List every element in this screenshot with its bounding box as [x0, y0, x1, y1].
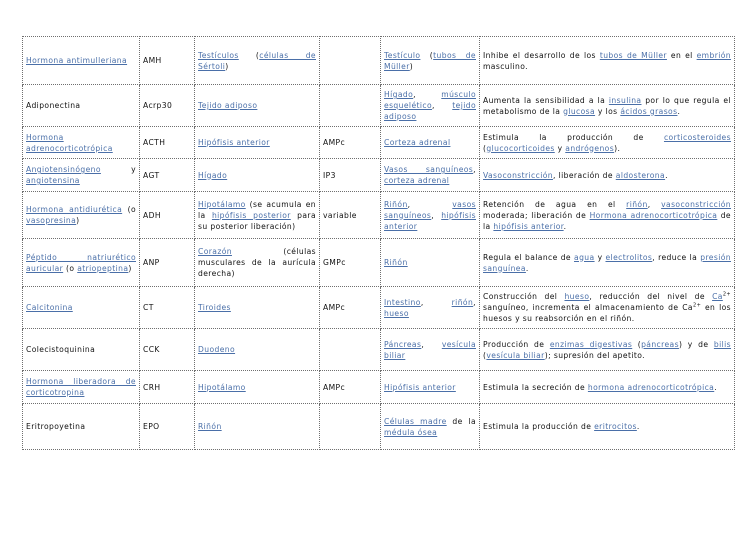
- cell-text: AMPc: [323, 303, 346, 312]
- wiki-link[interactable]: embrión: [696, 50, 731, 60]
- cell-text: Inhibe el desarrollo de los: [483, 50, 600, 60]
- abbreviation-cell: [140, 404, 195, 450]
- cell-text: (células musculares de la aurícula derecha): [198, 247, 316, 278]
- abbreviation-cell: [140, 371, 195, 404]
- cell-text: .: [677, 106, 681, 116]
- cell-text: Adiponectina: [26, 101, 81, 110]
- target-cell: [381, 85, 480, 127]
- cell-text: AMH: [143, 56, 162, 65]
- hormone-name-cell: [23, 85, 140, 127]
- abbreviation-cell: [140, 329, 195, 371]
- cell-text: variable: [323, 210, 357, 220]
- hormone-name-cell: [23, 239, 140, 287]
- effect-cell: [480, 404, 735, 450]
- wiki-link[interactable]: Células madre: [384, 416, 447, 426]
- wiki-link[interactable]: Hígado: [384, 90, 414, 99]
- table-row: [23, 85, 735, 127]
- wiki-link[interactable]: corteza adrenal: [384, 176, 450, 185]
- cell-text: de la: [483, 210, 731, 231]
- effect-cell: [480, 127, 735, 159]
- wiki-link[interactable]: Hipotálamo: [198, 382, 246, 392]
- wiki-link[interactable]: Hormona antimulleriana: [26, 56, 128, 65]
- wiki-link[interactable]: tubos de Müller: [599, 50, 667, 60]
- second-messenger-cell: [320, 287, 381, 329]
- table-row: [23, 159, 735, 192]
- hormone-name-cell: [23, 329, 140, 371]
- wiki-link[interactable]: Péptido natriurético auricular: [26, 252, 136, 273]
- second-messenger-cell: [320, 329, 381, 371]
- cell-text: en el: [666, 50, 697, 60]
- wiki-link[interactable]: Hipófisis anterior: [384, 382, 456, 392]
- cell-text: sanguíneo, incrementa el almacenamiento de Ca: [483, 303, 693, 312]
- wiki-link[interactable]: glucosa: [563, 106, 596, 116]
- cell-text: y: [554, 143, 566, 153]
- wiki-link[interactable]: Tiroides: [198, 303, 231, 312]
- cell-text: (: [483, 143, 487, 153]
- abbreviation-cell: [140, 239, 195, 287]
- wiki-link[interactable]: Hipotálamo: [198, 199, 246, 209]
- cell-text: , liberación de: [552, 170, 616, 180]
- target-cell: [381, 159, 480, 192]
- abbreviation-cell: [140, 127, 195, 159]
- wiki-link[interactable]: vasos sanguíneos: [384, 199, 476, 220]
- source-cell: [195, 192, 320, 239]
- cell-text: para su posterior liberación): [198, 210, 316, 231]
- wiki-link[interactable]: tubos de Müller: [384, 50, 476, 71]
- cell-text: ,: [647, 199, 662, 209]
- wiki-link[interactable]: tejido adiposo: [384, 101, 476, 121]
- cell-text: ACTH: [143, 138, 166, 147]
- cell-text: Construcción del: [483, 292, 565, 301]
- wiki-link[interactable]: bilis: [713, 339, 731, 349]
- cell-text: (: [420, 50, 434, 60]
- second-messenger-cell: [320, 37, 381, 85]
- wiki-link[interactable]: Hormona adrenocorticotrópica: [589, 210, 718, 220]
- hormone-name-cell: [23, 127, 140, 159]
- table-row: [23, 239, 735, 287]
- cell-text: ,: [421, 339, 442, 349]
- cell-text: de la: [446, 416, 476, 426]
- cell-text: (o: [122, 205, 136, 214]
- second-messenger-cell: [320, 239, 381, 287]
- cell-text: ,: [431, 210, 442, 220]
- cell-text: Acrp30: [143, 101, 173, 110]
- cell-text: (se acumula en la: [198, 199, 316, 220]
- target-cell: [381, 329, 480, 371]
- wiki-link[interactable]: hueso: [564, 292, 590, 301]
- abbreviation-cell: [140, 287, 195, 329]
- hormone-name-cell: [23, 192, 140, 239]
- wiki-link[interactable]: vasoconstricción: [661, 199, 731, 209]
- wiki-link[interactable]: angiotensina: [26, 176, 80, 185]
- cell-text: por lo que regula el metabolismo de la: [483, 95, 731, 116]
- cell-text: .: [714, 382, 718, 392]
- wiki-link[interactable]: Calcitonina: [26, 303, 73, 312]
- wiki-link[interactable]: Hormona liberadora de corticotropina: [26, 377, 136, 397]
- cell-text: ANP: [143, 258, 160, 267]
- cell-text: Colecistoquinina: [26, 345, 96, 354]
- abbreviation-cell: [140, 37, 195, 85]
- wiki-link[interactable]: Riñón: [198, 422, 222, 431]
- wiki-link[interactable]: atriopeptina: [77, 263, 129, 273]
- cell-text: Aumenta la sensibilidad a la: [483, 95, 609, 105]
- abbreviation-cell: [140, 159, 195, 192]
- table-row: [23, 371, 735, 404]
- source-cell: [195, 371, 320, 404]
- wiki-link[interactable]: Riñón: [384, 258, 408, 267]
- wiki-link[interactable]: electrolitos: [605, 252, 653, 262]
- wiki-link[interactable]: enzimas digestivas: [549, 339, 633, 349]
- hormone-name-cell: [23, 371, 140, 404]
- target-cell: [381, 239, 480, 287]
- wiki-link[interactable]: médula ósea: [384, 427, 438, 437]
- cell-text: ,: [407, 199, 453, 209]
- second-messenger-cell: [320, 404, 381, 450]
- cell-text: Regula el balance de: [483, 252, 575, 262]
- wiki-link[interactable]: riñón: [626, 199, 648, 209]
- wiki-link[interactable]: Corteza adrenal: [384, 138, 451, 147]
- second-messenger-cell: [320, 371, 381, 404]
- cell-text: EPO: [143, 422, 160, 431]
- target-cell: [381, 287, 480, 329]
- cell-text: ,: [420, 297, 452, 307]
- cell-text: ADH: [143, 210, 161, 220]
- cell-text: CCK: [143, 345, 160, 354]
- cell-text: ) y de: [678, 339, 714, 349]
- cell-text: AMPc: [323, 382, 346, 392]
- wiki-link[interactable]: aldosterona: [615, 170, 666, 180]
- cell-text: (o: [63, 263, 78, 273]
- cell-text: Retención de agua en el: [483, 199, 627, 209]
- cell-text: y: [594, 252, 606, 262]
- cell-text: ,: [473, 165, 476, 174]
- cell-text: ,: [473, 297, 476, 307]
- cell-text: ,: [432, 101, 453, 110]
- source-cell: [195, 127, 320, 159]
- hormone-table-body: [23, 37, 735, 450]
- wiki-link[interactable]: Hormona adrenocorticotrópica: [26, 132, 113, 153]
- cell-text: ,: [413, 90, 442, 99]
- target-cell: [381, 371, 480, 404]
- cell-text: , reducción del nivel de: [589, 292, 713, 301]
- wiki-link[interactable]: Testículo: [384, 50, 421, 60]
- wiki-link[interactable]: Hormona antidiurética: [26, 205, 123, 214]
- wiki-link[interactable]: páncreas: [641, 339, 679, 349]
- cell-text: (: [483, 350, 487, 360]
- wiki-link[interactable]: eritrocitos: [594, 422, 637, 431]
- table-row: [23, 329, 735, 371]
- wiki-link[interactable]: Duodeno: [198, 345, 236, 354]
- wiki-link[interactable]: presión sanguínea: [483, 252, 731, 273]
- cell-text: ): [76, 216, 80, 225]
- cell-text: masculino.: [483, 61, 528, 71]
- cell-text: GMPc: [323, 258, 346, 267]
- source-cell: [195, 287, 320, 329]
- effect-cell: [480, 287, 735, 329]
- source-cell: [195, 37, 320, 85]
- cell-text: Estimula la producción de: [483, 422, 595, 431]
- wiki-link[interactable]: corticosteroides: [663, 132, 731, 142]
- wiki-link[interactable]: vesícula biliar: [486, 350, 545, 360]
- wiki-link[interactable]: hipófisis anterior: [384, 210, 476, 231]
- effect-cell: [480, 329, 735, 371]
- wiki-link[interactable]: Vasos sanguíneos: [384, 165, 474, 174]
- effect-cell: [480, 159, 735, 192]
- second-messenger-cell: [320, 159, 381, 192]
- cell-text: , reduce la: [652, 252, 701, 262]
- cell-text: IP3: [323, 170, 336, 180]
- cell-text: Estimula la secreción de: [483, 382, 588, 392]
- target-cell: [381, 127, 480, 159]
- cell-text: (: [238, 50, 260, 60]
- cell-text: .: [665, 170, 668, 180]
- target-cell: [381, 37, 480, 85]
- hormone-name-cell: [23, 404, 140, 450]
- source-cell: [195, 329, 320, 371]
- wiki-link[interactable]: ácidos grasos: [620, 106, 678, 116]
- second-messenger-cell: [320, 85, 381, 127]
- wiki-link[interactable]: insulina: [608, 95, 642, 105]
- cell-text: ); supresión del apetito.: [544, 350, 645, 360]
- cell-text: CT: [143, 303, 154, 312]
- abbreviation-cell: [140, 192, 195, 239]
- cell-text: y los: [595, 106, 621, 116]
- cell-text: CRH: [143, 382, 161, 392]
- cell-text: .: [636, 422, 640, 431]
- wiki-link[interactable]: vasopresina: [26, 216, 77, 225]
- cell-text: Producción de: [483, 339, 550, 349]
- hormone-name-cell: [23, 37, 140, 85]
- source-cell: [195, 159, 320, 192]
- wiki-link[interactable]: Tejido adiposo: [198, 101, 258, 110]
- wiki-link[interactable]: Páncreas: [384, 339, 422, 349]
- table-row: [23, 404, 735, 450]
- wiki-link[interactable]: hormona adrenocorticotrópica: [587, 382, 715, 392]
- table-row: [23, 192, 735, 239]
- cell-text: moderada; liberación de: [483, 210, 590, 220]
- cell-text: ): [409, 61, 414, 71]
- cell-text: ).: [614, 143, 621, 153]
- wiki-link[interactable]: hipófisis anterior: [493, 221, 564, 231]
- cell-text: AMPc: [323, 138, 346, 147]
- cell-text: (: [632, 339, 642, 349]
- hormone-table: [22, 36, 735, 450]
- wiki-link[interactable]: andrógenos: [565, 143, 615, 153]
- wiki-link[interactable]: Testículos: [198, 50, 239, 60]
- cell-text: AGT: [143, 170, 160, 180]
- wiki-link[interactable]: Ca: [712, 292, 723, 301]
- cell-text: 2+: [693, 302, 702, 309]
- source-cell: [195, 85, 320, 127]
- cell-text: ): [128, 263, 132, 273]
- cell-text: Estimula la producción de: [483, 132, 664, 142]
- cell-text: .: [563, 221, 567, 231]
- effect-cell: [480, 371, 735, 404]
- wiki-link[interactable]: Hígado: [198, 170, 228, 180]
- source-cell: [195, 404, 320, 450]
- table-row: [23, 287, 735, 329]
- effect-cell: [480, 85, 735, 127]
- wiki-link[interactable]: hueso: [384, 308, 409, 318]
- wiki-link[interactable]: músculo esquelético: [384, 90, 476, 110]
- effect-cell: [480, 37, 735, 85]
- cell-text: 2+: [722, 291, 731, 298]
- effect-cell: [480, 192, 735, 239]
- cell-text: ): [225, 61, 229, 71]
- cell-text: y: [100, 165, 136, 174]
- source-cell: [195, 239, 320, 287]
- second-messenger-cell: [320, 192, 381, 239]
- second-messenger-cell: [320, 127, 381, 159]
- wiki-link[interactable]: células de Sértoli: [198, 50, 316, 71]
- hormone-name-cell: [23, 287, 140, 329]
- wiki-link[interactable]: glucocorticoides: [486, 143, 555, 153]
- wiki-link[interactable]: Riñón: [384, 199, 408, 209]
- table-row: [23, 37, 735, 85]
- cell-text: Eritropoyetina: [26, 422, 86, 431]
- wiki-link[interactable]: riñón: [451, 297, 474, 307]
- hormone-name-cell: [23, 159, 140, 192]
- wiki-link[interactable]: Intestino: [384, 297, 421, 307]
- wiki-link[interactable]: Vasoconstricción: [483, 170, 553, 180]
- wiki-link[interactable]: Angiotensinógeno: [26, 165, 101, 174]
- target-cell: [381, 404, 480, 450]
- cell-text: en los huesos y su reabsorción en el riñón.: [483, 303, 731, 323]
- wiki-link[interactable]: agua: [574, 252, 595, 262]
- wiki-link[interactable]: Corazón: [198, 247, 232, 256]
- abbreviation-cell: [140, 85, 195, 127]
- wiki-link[interactable]: vesícula biliar: [384, 339, 476, 360]
- wiki-link[interactable]: Hipófisis anterior: [198, 138, 270, 147]
- table-row: [23, 127, 735, 159]
- cell-text: .: [525, 263, 529, 273]
- target-cell: [381, 192, 480, 239]
- effect-cell: [480, 239, 735, 287]
- wiki-link[interactable]: hipófisis posterior: [211, 210, 291, 220]
